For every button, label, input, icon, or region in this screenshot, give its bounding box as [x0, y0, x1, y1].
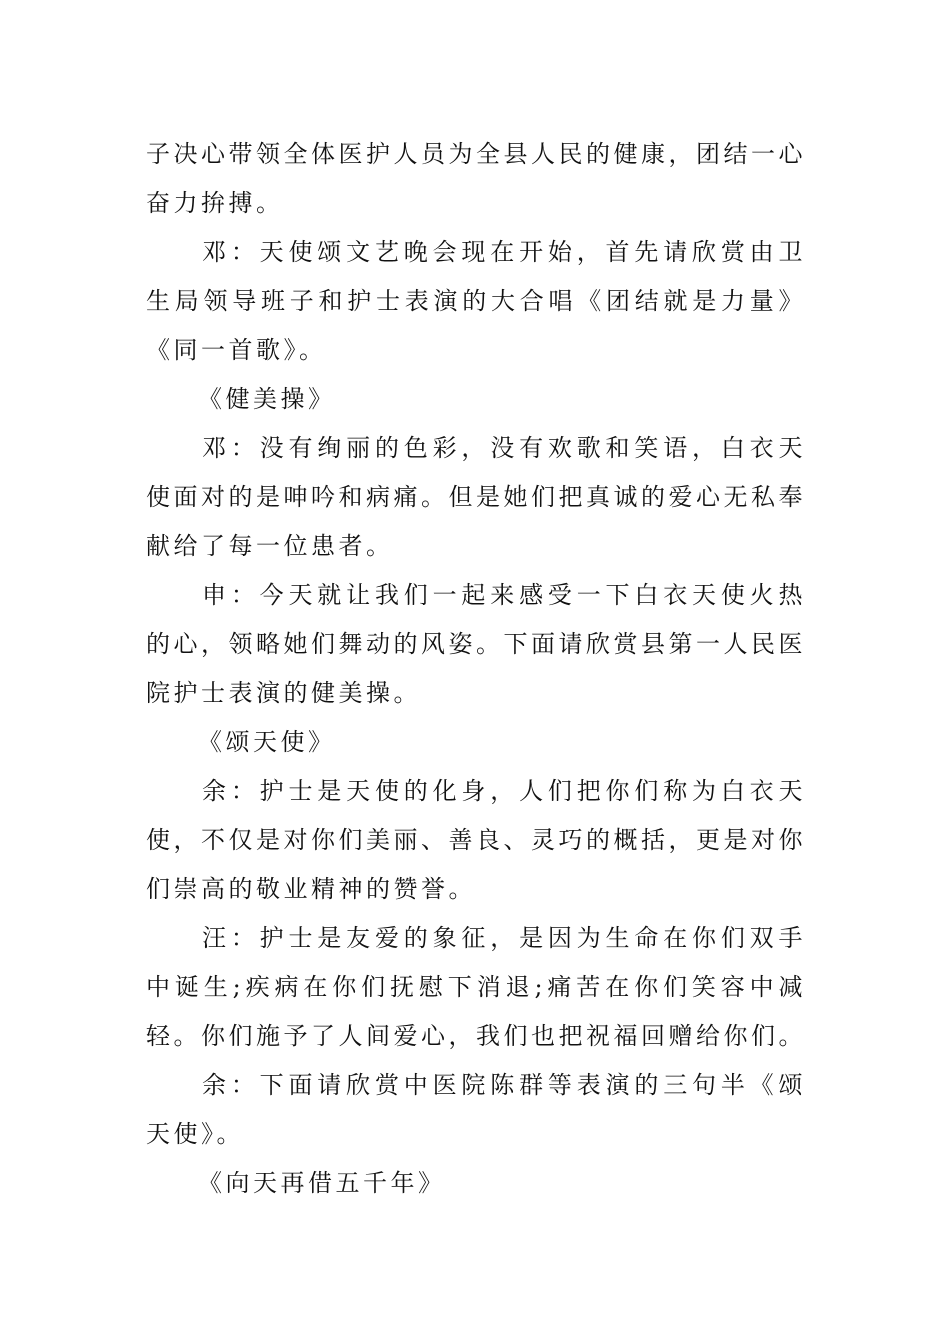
paragraph-speech-deng-opening: 邓：天使颂文艺晚会现在开始，首先请欣赏由卫生局领导班子和护士表演的大合唱《团结就是力量》《同一首歌》。: [146, 238, 806, 364]
paragraph-speech-wang: 汪：护士是友爱的象征，是因为生命在你们双手中诞生;疾病在你们抚慰下消退;痛苦在你们笑容中减轻。你们施予了人间爱心，我们也把祝福回赠给你们。: [146, 924, 806, 1050]
program-title-ode-to-angels: 《颂天使》: [198, 728, 336, 756]
paragraph-speech-yu-incarnation: 余：护士是天使的化身，人们把你们称为白衣天使，不仅是对你们美丽、善良、灵巧的概括，更是对你们崇高的敬业精神的赞誉。: [146, 777, 806, 903]
paragraph-continuation: 子决心带领全体医护人员为全县人民的健康，团结一心奋力拚搏。: [146, 140, 806, 217]
paragraph-speech-shen: 申：今天就让我们一起来感受一下白衣天使火热的心，领略她们舞动的风姿。下面请欣赏县第一人民医院护士表演的健美操。: [146, 581, 806, 707]
paragraph-speech-yu-announcement: 余：下面请欣赏中医院陈群等表演的三句半《颂天使》。: [146, 1071, 806, 1148]
program-title-aerobics: 《健美操》: [198, 385, 336, 413]
program-title-five-thousand-years: 《向天再借五千年》: [198, 1169, 446, 1197]
document-body: [146, 130, 806, 1208]
paragraph-speech-deng-angels: 邓：没有绚丽的色彩，没有欢歌和笑语，白衣天使面对的是呻吟和病痛。但是她们把真诚的爱心无私奉献给了每一位患者。: [146, 434, 806, 560]
